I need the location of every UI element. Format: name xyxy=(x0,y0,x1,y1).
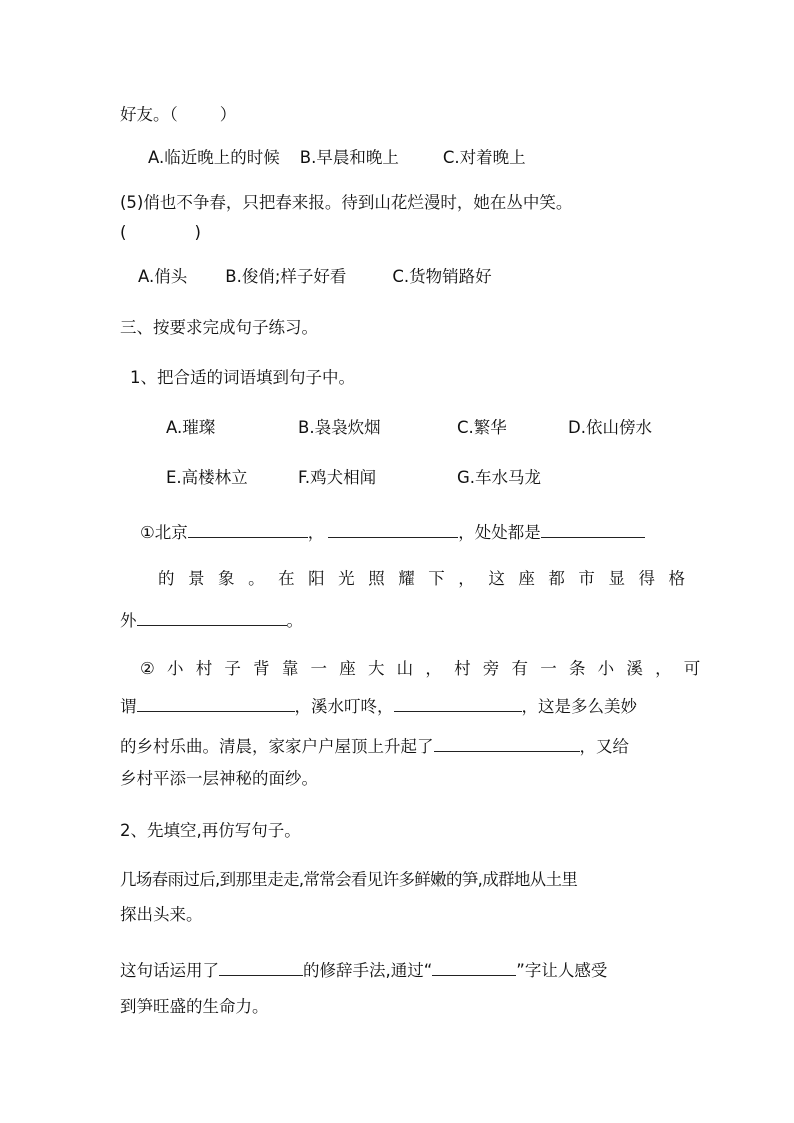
word-option-d: D.依山傍水 xyxy=(568,418,652,437)
sentence2-line2 xyxy=(120,693,637,718)
sentence1-part1: ①北京 xyxy=(140,523,188,542)
q4-option-a[interactable]: A.临近晚上的时候 xyxy=(148,148,280,167)
q4-option-c[interactable]: C.对着晚上 xyxy=(442,148,526,167)
task2-title: 2、先填空,再仿写句子。 xyxy=(120,821,301,840)
sentence1-part2: ，处处都是 xyxy=(458,523,541,542)
sentence1-line2: 的景象。在阳光照耀下，这座都市显得格 xyxy=(158,569,699,588)
task2-question-line1 xyxy=(120,957,607,982)
blank-3[interactable] xyxy=(541,519,645,538)
sentence1-line3 xyxy=(120,607,303,632)
task2-sentence-line1: 几场春雨过后,到那里走走,常常会看见许多鲜嫩的笋,成群地从土里 xyxy=(120,870,578,889)
blank-4[interactable] xyxy=(137,607,287,626)
sentence2-part2: ，溪水叮咚， xyxy=(294,697,394,716)
q5-option-b[interactable]: B.俊俏;样子好看 xyxy=(225,267,347,286)
task1-title: 1、把合适的词语填到句子中。 xyxy=(130,368,355,387)
task2-question-line2: 到笋旺盛的生命力。 xyxy=(120,997,269,1016)
sentence1-end: 。 xyxy=(286,611,303,630)
q4-tail-text: 好友。（ xyxy=(120,105,178,124)
word-option-g: G.车水马龙 xyxy=(457,468,542,487)
blank-9[interactable] xyxy=(432,957,516,976)
q5-answer-paren xyxy=(120,222,201,244)
task2-q-part1: 这句话运用了 xyxy=(120,961,219,980)
sentence1-line1 xyxy=(140,519,645,544)
word-option-a: A.璀璨 xyxy=(166,418,216,437)
blank-8[interactable] xyxy=(219,957,303,976)
q5-paren-close: ) xyxy=(194,223,201,242)
word-option-b: B.袅袅炊烟 xyxy=(298,418,381,437)
q5-paren-open: ( xyxy=(120,223,127,242)
q4-paren-close: ） xyxy=(219,105,237,124)
sentence1-comma: ， xyxy=(307,523,325,542)
section3-title: 三、按要求完成句子练习。 xyxy=(120,318,318,337)
sentence2-line4: 乡村平添一层神秘的面纱。 xyxy=(120,769,318,788)
blank-6[interactable] xyxy=(394,693,522,712)
q5-question: (5)俏也不争春，只把春来报。待到山花烂漫时，她在丛中笑。 xyxy=(120,193,573,212)
task2-q-part2: 的修辞手法,通过“ xyxy=(303,961,433,980)
blank-1[interactable] xyxy=(188,519,308,538)
sentence2-part1: 谓 xyxy=(120,697,137,716)
sentence2-part5: ，又给 xyxy=(579,737,629,756)
sentence2-line3 xyxy=(120,733,629,758)
q4-options xyxy=(148,147,526,169)
blank-2[interactable] xyxy=(328,519,458,538)
sentence1-part3: 外 xyxy=(120,611,137,630)
blank-7[interactable] xyxy=(434,733,580,752)
word-option-f: F.鸡犬相闻 xyxy=(298,468,377,487)
task2-sentence-line2: 探出头来。 xyxy=(120,905,203,924)
word-option-c: C.繁华 xyxy=(457,418,507,437)
q4-option-b[interactable]: B.早晨和晚上 xyxy=(299,148,399,167)
q4-tail xyxy=(120,104,236,126)
blank-5[interactable] xyxy=(137,693,295,712)
q5-option-a[interactable]: A.俏头 xyxy=(138,267,188,286)
sentence2-part3: ，这是多么美妙 xyxy=(521,697,637,716)
q5-options xyxy=(138,266,492,288)
task2-q-part3: ”字让人感受 xyxy=(516,961,608,980)
word-option-e: E.高楼林立 xyxy=(166,468,248,487)
q5-option-c[interactable]: C.货物销路好 xyxy=(392,267,492,286)
sentence2-line1: ②小村子背靠一座大山，村旁有一条小溪，可 xyxy=(140,659,713,678)
sentence2-part4: 的乡村乐曲。清晨，家家户户屋顶上升起了 xyxy=(120,737,434,756)
